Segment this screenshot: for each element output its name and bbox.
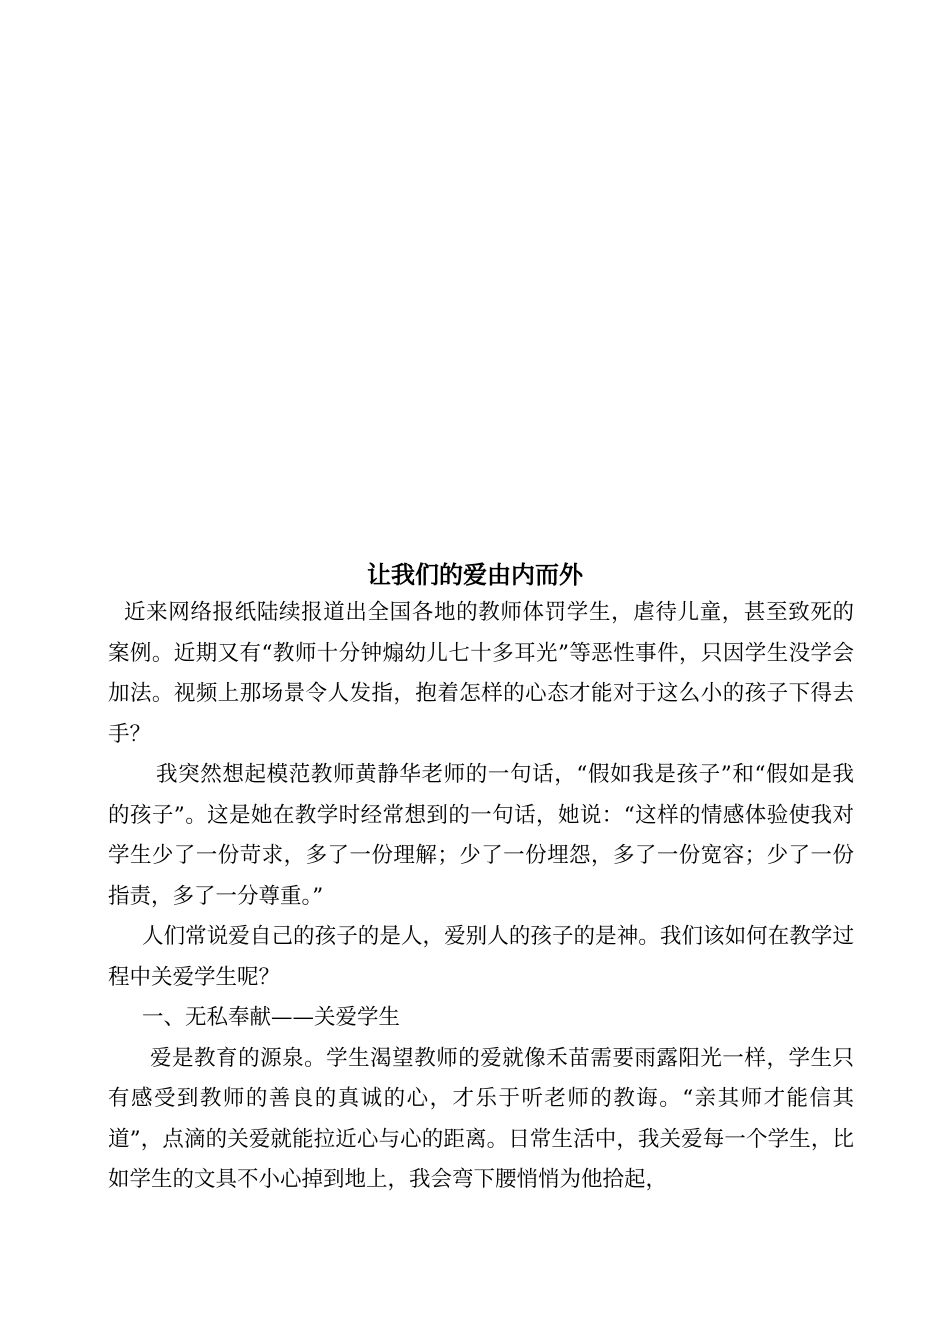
paragraph-intro: 近来网络报纸陆续报道出全国各地的教师体罚学生，虐待儿童，甚至致死的案例。近期又有“教师十分钟煽幼儿七十多耳光”等恶性事件，只因学生没学会加法。视频上那场景令人发指，抱着怎样的心态才能对于这么小的孩子下得去手？ (108, 600, 854, 747)
section-heading: 一、无私奉献——关爱学生 (142, 1005, 401, 1030)
paragraph-question: 人们常说爱自己的孩子的是人，爱别人的孩子的是神。我们该如何在教学过程中关爱学生呢？ (108, 924, 854, 990)
paragraph-love-source: 爱是教育的源泉。学生渴望教师的爱就像禾苗需要雨露阳光一样，学生只有感受到教师的善良的真诚的心，才乐于听老师的教诲。“亲其师才能信其道”，点滴的关爱就能拉近心与心的距离。日常生活中，我关爱每一个学生，比如学生的文具不小心掉到地上，我会弯下腰悄悄为他拾起， (108, 1045, 854, 1192)
document-body (108, 593, 854, 1201)
paragraph-quote: 我突然想起模范教师黄静华老师的一句话，“假如我是孩子”和“假如是我的孩子”。这是她在教学时经常想到的一句话，她说：“这样的情感体验使我对学生少了一份苛求，多了一份理解；少了一份埋怨，多了一份宽容；少了一份指责，多了一分尊重。” (108, 762, 854, 909)
document-title: 让我们的爱由内而外 (367, 561, 583, 589)
